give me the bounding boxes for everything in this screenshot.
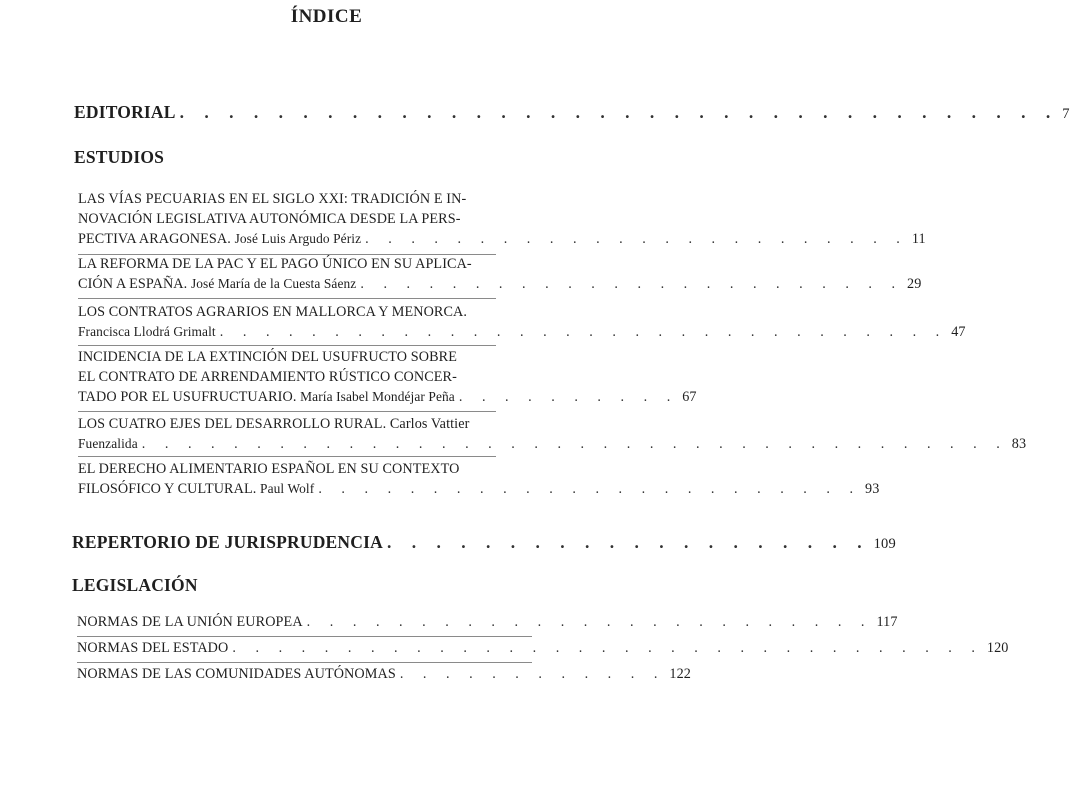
entry-author: Fuenzalida	[78, 436, 138, 451]
section-heading-legislacion: LEGISLACIÓN	[72, 575, 198, 595]
toc-repertorio-label: REPERTORIO DE JURISPRUDENCIA	[72, 532, 383, 552]
entry-title-line: EL DERECHO ALIMENTARIO ESPAÑOL EN SU CONTEXTO	[78, 461, 460, 477]
toc-editorial-page: 7	[1062, 106, 1070, 122]
toc-entry[interactable]	[78, 189, 926, 249]
item-page: 122	[669, 666, 691, 682]
toc-entry[interactable]	[78, 254, 922, 294]
item-page: 120	[986, 640, 1009, 656]
item-label: NORMAS DEL ESTADO	[77, 640, 229, 656]
dot-leader: . . . . . . . . . . . . . . . . . . . . . . . . . . . . . . . . . . . .	[179, 102, 1059, 122]
entry-author: María Isabel Mondéjar Peña	[300, 389, 455, 404]
dot-leader: . . . . . . . . . . . . . . . . . . . . . . . . . . . . . . . . .	[232, 640, 983, 656]
dot-leader: . . . . . . . . . . . . . . . . . . . . . . . .	[318, 481, 862, 497]
section-heading-estudios: ESTUDIOS	[74, 147, 165, 167]
entry-title-line: LOS CONTRATOS AGRARIOS EN MALLORCA Y MENORCA.	[78, 304, 468, 320]
toc-repertorio[interactable]	[72, 532, 896, 553]
entry-title-line: EL CONTRATO DE ARRENDAMIENTO RÚSTICO CONCER-	[78, 369, 457, 385]
entry-page: 67	[682, 389, 697, 405]
toc-legislacion-item[interactable]	[77, 614, 898, 631]
entry-divider	[78, 456, 496, 457]
dot-leader: . . . . . . . . . . . . . . . . . . . .	[386, 532, 870, 552]
entry-title-line: NOVACIÓN LEGISLATIVA AUTONÓMICA DESDE LA PERS-	[78, 211, 461, 227]
item-label: NORMAS DE LA UNIÓN EUROPEA	[77, 614, 303, 630]
entry-author: José María de la Cuesta Sáenz	[190, 276, 357, 291]
toc-editorial[interactable]	[74, 102, 1070, 123]
entry-divider	[78, 298, 496, 299]
entry-author: Paul Wolf	[260, 481, 315, 496]
toc-legislacion-item[interactable]	[77, 640, 1009, 657]
item-page: 117	[876, 614, 898, 630]
entry-page: 29	[907, 276, 922, 292]
toc-repertorio-page: 109	[873, 536, 896, 552]
item-label: NORMAS DE LAS COMUNIDADES AUTÓNOMAS	[77, 666, 396, 682]
toc-entry[interactable]	[78, 302, 966, 342]
entry-title-line: CIÓN A ESPAÑA.	[78, 276, 188, 292]
entry-title-line: PECTIVA ARAGONESA.	[78, 231, 231, 247]
toc-entry[interactable]	[78, 414, 1027, 454]
entry-page: 47	[951, 324, 966, 340]
entry-author: Francisca Llodrá Grimalt	[78, 324, 216, 339]
toc-legislacion-item[interactable]	[77, 666, 691, 683]
item-divider	[77, 662, 532, 663]
page-title: ÍNDICE	[290, 6, 363, 27]
toc-entry[interactable]	[78, 459, 880, 499]
toc-editorial-label: EDITORIAL	[74, 102, 176, 122]
entry-title-line: LOS CUATRO EJES DEL DESARROLLO RURAL. Carlos Vattier	[78, 416, 470, 432]
dot-leader: . . . . . . . . . . . .	[399, 666, 666, 682]
entry-page: 11	[911, 231, 926, 247]
entry-divider	[78, 345, 496, 346]
entry-title-line: LA REFORMA DE LA PAC Y EL PAGO ÚNICO EN SU APLICA-	[78, 256, 472, 272]
toc-entry[interactable]	[78, 347, 697, 407]
item-divider	[77, 636, 532, 637]
entry-page: 83	[1011, 436, 1027, 452]
entry-title-line: LAS VÍAS PECUARIAS EN EL SIGLO XXI: TRADICIÓN E IN-	[78, 191, 467, 207]
entry-page: 93	[865, 481, 880, 497]
dot-leader: . . . . . . . . . . . . . . . . . . . . . . . . . . . . . . . .	[219, 324, 948, 340]
entry-divider	[78, 411, 496, 412]
dot-leader: . . . . . . . . . . . . . . . . . . . . . . . . .	[306, 614, 873, 630]
dot-leader: . . . . . . . . . . . . . . . . . . . . . . . . . . . . . . . . . . . . . .	[141, 436, 1008, 452]
dot-leader: . . . . . . . . . . . . . . . . . . . . . . . .	[360, 276, 904, 292]
dot-leader: . . . . . . . . . .	[458, 389, 679, 405]
dot-leader: . . . . . . . . . . . . . . . . . . . . . . . .	[365, 231, 908, 247]
entry-title-line: TADO POR EL USUFRUCTUARIO.	[78, 389, 297, 405]
entry-title-line: INCIDENCIA DE LA EXTINCIÓN DEL USUFRUCTO SOBRE	[78, 349, 457, 365]
entry-author: José Luis Argudo Périz	[234, 231, 362, 246]
entry-title-line: FILOSÓFICO Y CULTURAL.	[78, 481, 257, 497]
